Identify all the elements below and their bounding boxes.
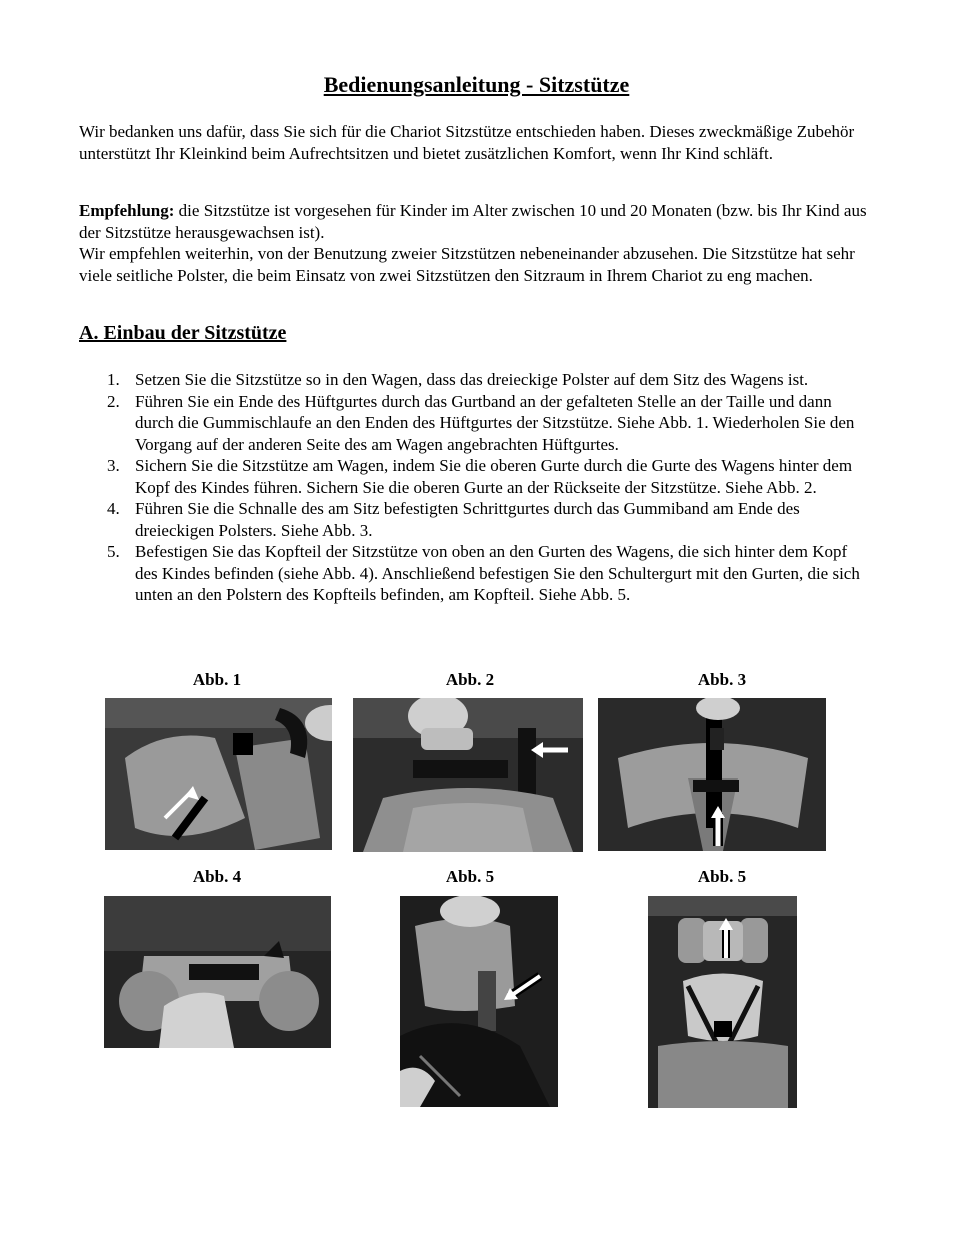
recommendation-text-2: Wir empfehlen weiterhin, von der Benutzung zweier Sitzstützen nebeneinander abzusehen. Die Sitzstütze hat sehr viele seitliche Polster, die beim Einsatz von zwei Sitzstützen den Sitzraum in Ihrem Chariot zu eng machen. <box>79 244 855 285</box>
step-item <box>79 391 874 456</box>
step-number: 1. <box>107 370 120 389</box>
step-number: 4. <box>107 499 120 518</box>
page-title: Bedienungsanleitung - Sitzstütze <box>323 72 630 97</box>
step-item <box>79 541 874 606</box>
step-item <box>79 455 874 498</box>
step-number: 2. <box>107 391 120 411</box>
figure-caption-abb4: Abb. 4 <box>192 867 242 886</box>
figure-caption-abb1: Abb. 1 <box>192 670 242 689</box>
step-number: 3. <box>107 456 120 475</box>
photo-abb5b <box>648 896 797 1108</box>
section-a-heading: A. Einbau der Sitzstütze <box>79 322 287 344</box>
step-text: Befestigen Sie das Kopfteil der Sitzstütze von oben an den Gurten des Wagens, die sich hinter dem Kopf des Kindes befinden (siehe Abb. 4). Anschließend befestigen Sie den Schultergurt mit den Gurten, die sich unten an den Polstern des Kopfteils befinden, am Kopfteil. Siehe Abb. 5. <box>135 542 860 604</box>
step-item <box>79 498 874 541</box>
figure-caption-abb3: Abb. 3 <box>697 670 747 689</box>
figure-caption-abb5b: Abb. 5 <box>697 867 747 886</box>
photo-abb5a <box>400 896 558 1107</box>
figure-caption-abb2: Abb. 2 <box>445 670 495 689</box>
recommendation-label: Empfehlung: <box>79 201 175 220</box>
recommendation-text: die Sitzstütze ist vorgesehen für Kinder im Alter zwischen 10 und 20 Monaten (bzw. bis Ihr Kind aus der Sitzstütze herausgewachsen ist). <box>79 201 867 242</box>
photo-abb2 <box>353 698 583 852</box>
recommendation-paragraph <box>79 200 874 286</box>
intro-paragraph: Wir bedanken uns dafür, dass Sie sich für die Chariot Sitzstütze entschieden haben. Dieses zweckmäßige Zubehör unterstützt Ihr Kleinkind beim Aufrechtsitzen und bietet zusätzlichen Komfort, wenn Ihr Kind schläft. <box>79 122 855 163</box>
installation-steps <box>79 369 874 606</box>
step-number: 5. <box>107 542 120 561</box>
step-text: Führen Sie ein Ende des Hüftgurtes durch das Gurtband an der gefalteten Stelle an der Taille und dann durch die Gummischlaufe an den Enden des Hüftgurtes der Sitzstütze. Siehe Abb. 1. Wiederholen Sie den Vorgang auf der anderen Seite des am Wagen angebrachten Hüftgurtes. <box>135 391 855 454</box>
photo-abb4 <box>104 896 331 1048</box>
step-item <box>79 369 874 391</box>
photo-abb3 <box>598 698 826 851</box>
step-text: Sichern Sie die Sitzstütze am Wagen, indem Sie die oberen Gurte durch die Gurte des Wagens hinter dem Kopf des Kindes führen. Sichern Sie die oberen Gurte an der Rückseite der Sitzstütze. Siehe Abb. 2. <box>135 456 853 497</box>
step-text: Setzen Sie die Sitzstütze so in den Wagen, dass das dreieckige Polster auf dem Sitz des Wagens ist. <box>135 370 809 389</box>
step-text: Führen Sie die Schnalle des am Sitz befestigten Schrittgurtes durch das Gummiband am Ende des dreieckigen Polsters. Siehe Abb. 3. <box>135 499 800 540</box>
photo-abb1 <box>105 698 332 850</box>
figure-caption-abb5a: Abb. 5 <box>445 867 495 886</box>
